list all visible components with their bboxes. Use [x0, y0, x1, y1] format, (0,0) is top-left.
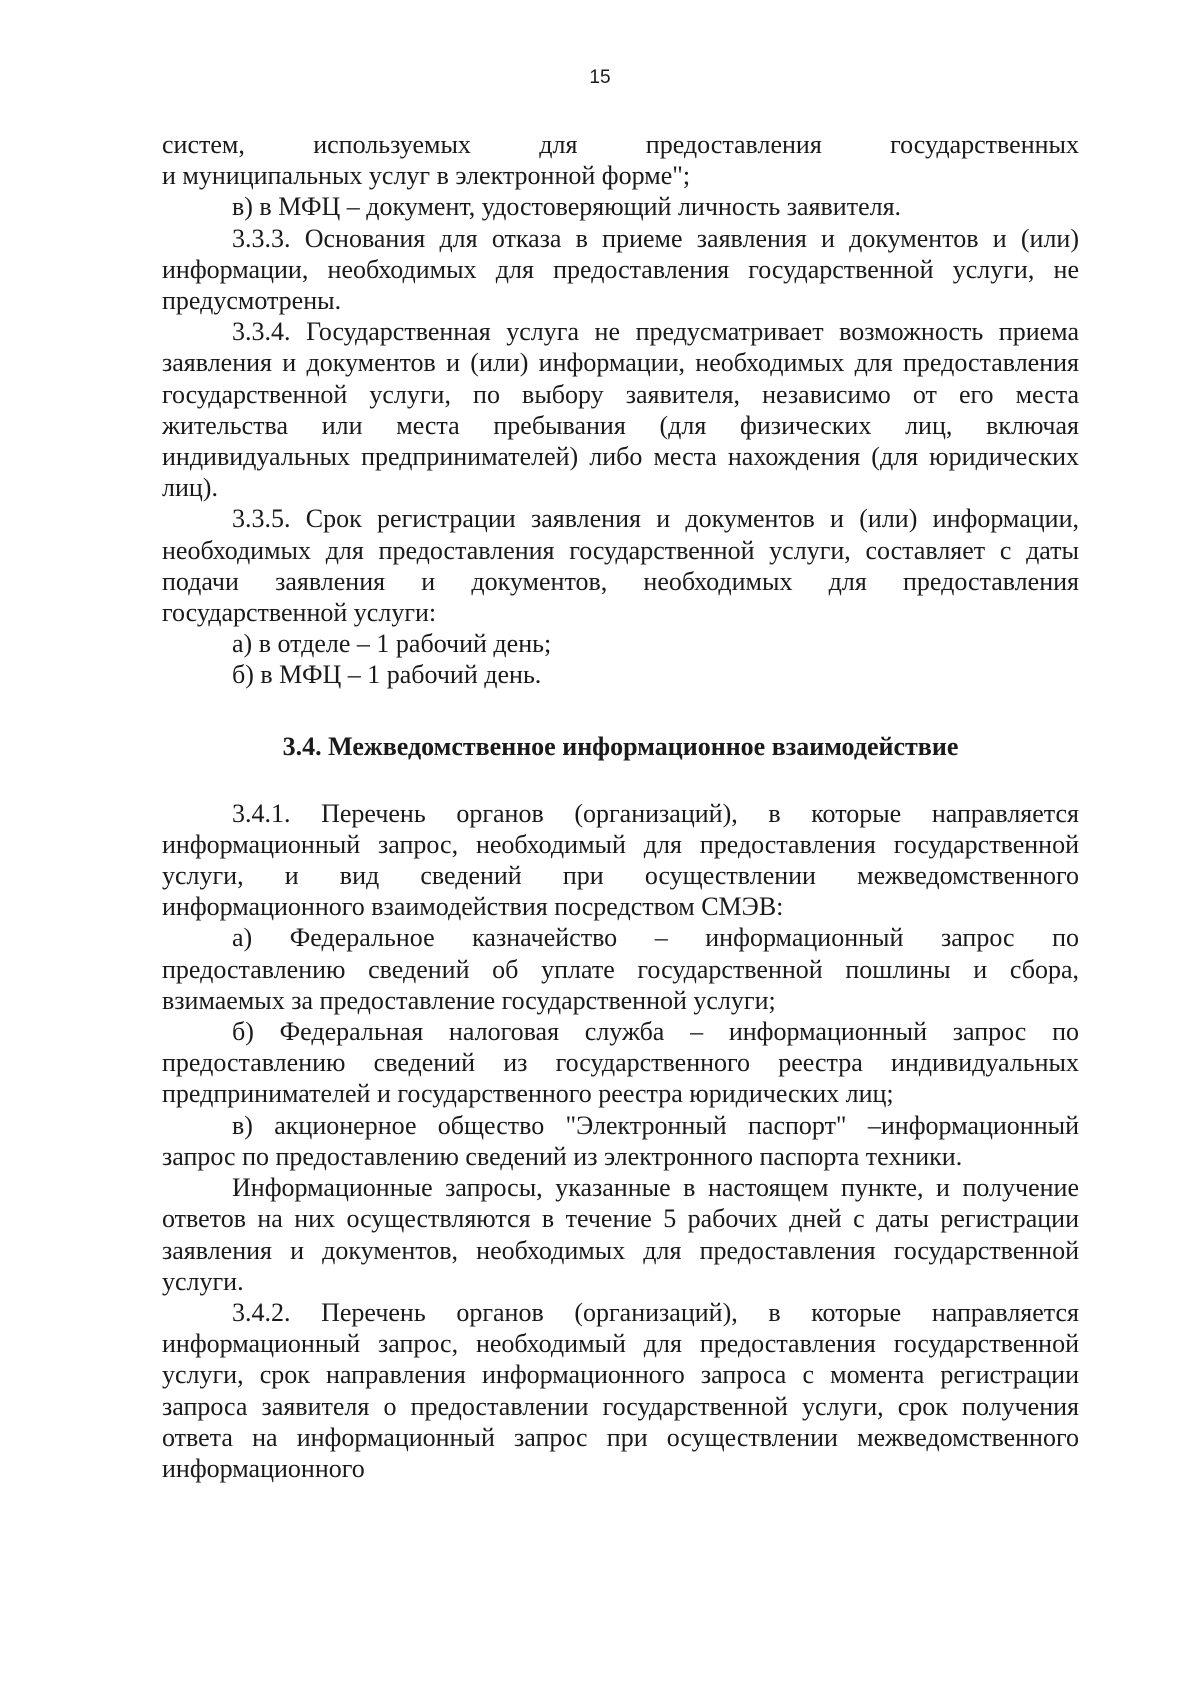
- item-v-electronic-passport: в) акционерное общество "Электронный паспорт" –информационный запрос по предоставлению сведений из электронного паспорта техники.: [162, 1110, 1079, 1171]
- continuation-line-2: и муниципальных услуг в электронной форме";: [162, 161, 691, 191]
- paragraph-3-3-5: 3.3.5. Срок регистрации заявления и документов и (или) информации, необходимых для предоставления государственной услуги, составляет с даты подачи заявления и документов, необходимых для предоставления государственной услуги:: [162, 504, 1079, 628]
- section-heading-3-4: 3.4. Межведомственное информационное взаимодействие: [282, 731, 959, 761]
- item-a-federal-treasury: а) Федеральное казначейство – информационный запрос по предоставлению сведений об уплате государственной пошлины и сбора, взимаемых за предоставление государственной услуги;: [162, 923, 1079, 1015]
- page-number: 15: [589, 67, 611, 88]
- item-v-mfc: в) в МФЦ – документ, удостоверяющий личность заявителя.: [232, 192, 902, 222]
- paragraph-3-4-1: 3.4.1. Перечень органов (организаций), в которые направляется информационный запрос, необходимый для предоставления государственной услуги, и вид сведений при осуществлении межведомственного информационного взаимодействия посредством СМЭВ:: [162, 798, 1079, 922]
- continuation-line-1: систем, используемых для предоставления государственных: [162, 130, 1079, 159]
- paragraph-3-3-4: 3.3.4. Государственная услуга не предусматривает возможность приема заявления и документов и (или) информации, необходимых для предоставления государственной услуги, по выбору заявителя, независимо от его места жительства или места пребывания (для физических лиц, включая индивидуальных предпринимателей) либо места нахождения (для юридических лиц).: [162, 317, 1079, 503]
- document-body: [162, 129, 1079, 1484]
- paragraph-info-requests: Информационные запросы, указанные в настоящем пункте, и получение ответов на них осуществляются в течение 5 рабочих дней с даты регистрации заявления и документов, необходимых для предоставления государственной услуги.: [162, 1173, 1079, 1296]
- item-a-otdel: а) в отделе – 1 рабочий день;: [232, 629, 552, 659]
- item-b-tax-service: б) Федеральная налоговая служба – информационный запрос по предоставлению сведений из государственного реестра индивидуальных предпринимателей и государственного реестра юридических лиц;: [162, 1017, 1079, 1109]
- paragraph-continuation: [162, 129, 1079, 191]
- item-b-mfc: б) в МФЦ – 1 рабочий день.: [232, 660, 542, 690]
- paragraph-3-3-3: 3.3.3. Основания для отказа в приеме заявления и документов и (или) информации, необходимых для предоставления государственной услуги, не предусмотрены.: [162, 223, 1079, 316]
- paragraph-3-4-2: 3.4.2. Перечень органов (организаций), в которые направляется информационный запрос, необходимый для предоставления государственной услуги, срок направления информационного запроса с момента регистрации запроса заявителя о предоставлении государственной услуги, срок получения ответа на информационный запрос при осуществлении межведомственного информационного: [162, 1297, 1079, 1483]
